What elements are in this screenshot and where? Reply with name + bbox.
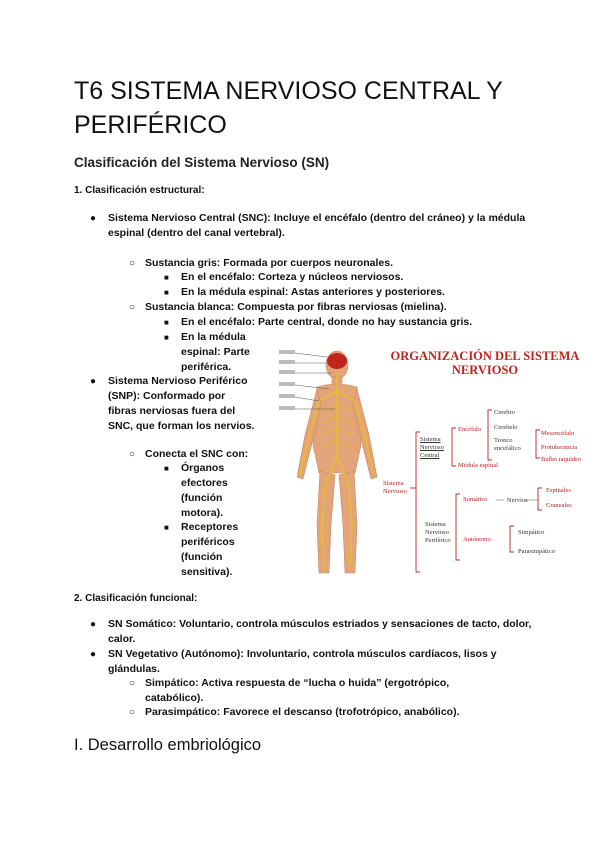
square-bullet-icon: ■ [164,333,169,342]
diagram-simpatico: Simpático [518,529,545,536]
snp-line-3: fibras nerviosas fuera del [108,405,236,417]
square-bullet-icon: ■ [164,523,169,532]
efect-line-3: (función [181,492,223,504]
gris-encefalo: En el encéfalo: Corteza y núcleos nerviosos. [181,271,404,283]
gris-medula: En la médula espinal: Astas anteriores y posteriores. [181,286,445,298]
square-bullet-icon: ■ [164,318,169,327]
diagram-title: ORGANIZACIÓN DEL SISTEMA NERVIOSO [390,349,580,377]
bullet-icon: ● [90,619,97,630]
snp-line-1: Sistema Nervioso Periférico [108,375,248,387]
diagram-autonomo: Autónomo [463,536,491,543]
efect-line-1: Órganos [181,462,225,474]
diagram-snc: Sistema Nervioso Central [420,436,444,459]
diagram-medula: Médula espinal [458,462,498,469]
recep-line-4: sensitiva). [181,566,233,578]
nervous-system-figure [275,345,385,580]
diagram-bulbo: Bulbo raquídeo [541,456,582,463]
circle-bullet-icon: ○ [129,707,136,718]
diagram-mesencefalo: Mesencéfalo [541,430,575,437]
diagram-protuberancia: Protuberancia [541,444,578,451]
diagram-tronco: Tronco encefálico [494,437,521,452]
recep-line-3: (función [181,551,223,563]
bullet-icon: ● [90,213,97,224]
parasimpatico-item: Parasimpático: Favorece el descanso (trofotrópico, anabólico). [145,706,460,718]
bullet-icon: ● [90,649,97,660]
section-heading: Clasificación del Sistema Nervioso (SN) [74,155,330,170]
snp-line-2: (SNP): Conformado por [108,390,226,402]
structural-heading: 1. Clasificación estructural: [74,185,205,196]
circle-bullet-icon: ○ [129,302,136,313]
square-bullet-icon: ■ [164,288,169,297]
recep-line-1: Receptores [181,521,239,533]
efect-line-2: efectores [181,477,228,489]
snc-item: Sistema Nervioso Central (SNC): Incluye el encéfalo (dentro del cráneo) y la médula espinal (dentro del canal vertebral). [108,212,526,239]
page-title: T6 SISTEMA NERVIOSO CENTRAL Y PERIFÉRICO [74,77,503,139]
diagram-espinales: Espinales [546,487,571,494]
conecta-item: Conecta el SNC con: [145,448,249,460]
somatico-item: SN Somático: Voluntario, controla músculos estriados y sensaciones de tacto, dolor, calor. [108,618,532,645]
circle-bullet-icon: ○ [129,678,136,689]
diagram-sistema-nervioso: Sistema Nervioso [383,480,407,495]
functional-heading: 2. Clasificación funcional: [74,593,198,604]
circle-bullet-icon: ○ [129,449,136,460]
square-bullet-icon: ■ [164,273,169,282]
next-section-heading: I. Desarrollo embriológico [74,736,262,754]
blanca-item: Sustancia blanca: Compuesta por fibras nerviosas (mielina). [145,301,447,313]
diagram-parasimpatico: Parasimpático [518,548,555,555]
blanca-medula-2: espinal: Parte [181,346,250,358]
diagram-nervios: Nervios [507,497,528,504]
diagram-somatico: Somático [463,496,488,503]
diagram-encefalo: Encéfalo [458,426,482,433]
snp-line-4: SNC, que forman los nervios. [108,420,255,432]
gris-item: Sustancia gris: Formada por cuerpos neuronales. [145,257,393,269]
diagram-cerebro: Cerebro [494,409,515,416]
circle-bullet-icon: ○ [129,258,136,269]
diagram-craneales: Craneales [546,502,572,509]
bullet-icon: ● [90,376,97,387]
blanca-encefalo: En el encéfalo: Parte central, donde no hay sustancia gris. [181,316,473,328]
blanca-medula-1: En la médula [181,331,246,343]
simpatico-item: Simpático: Activa respuesta de “lucha o huida” (ergotrópico, catabólico). [145,677,450,704]
efect-line-4: motora). [181,507,223,519]
blanca-medula-3: periférica. [181,361,232,373]
recep-line-2: periféricos [181,536,235,548]
diagram-cerebelo: Cerebelo [494,424,518,431]
square-bullet-icon: ■ [164,464,169,473]
diagram-snp: Sistema Nervioso Periférico [425,521,451,544]
vegetativo-item: SN Vegetativo (Autónomo): Involuntario, controla músculos cardíacos, lisos y glándulas. [108,648,497,675]
